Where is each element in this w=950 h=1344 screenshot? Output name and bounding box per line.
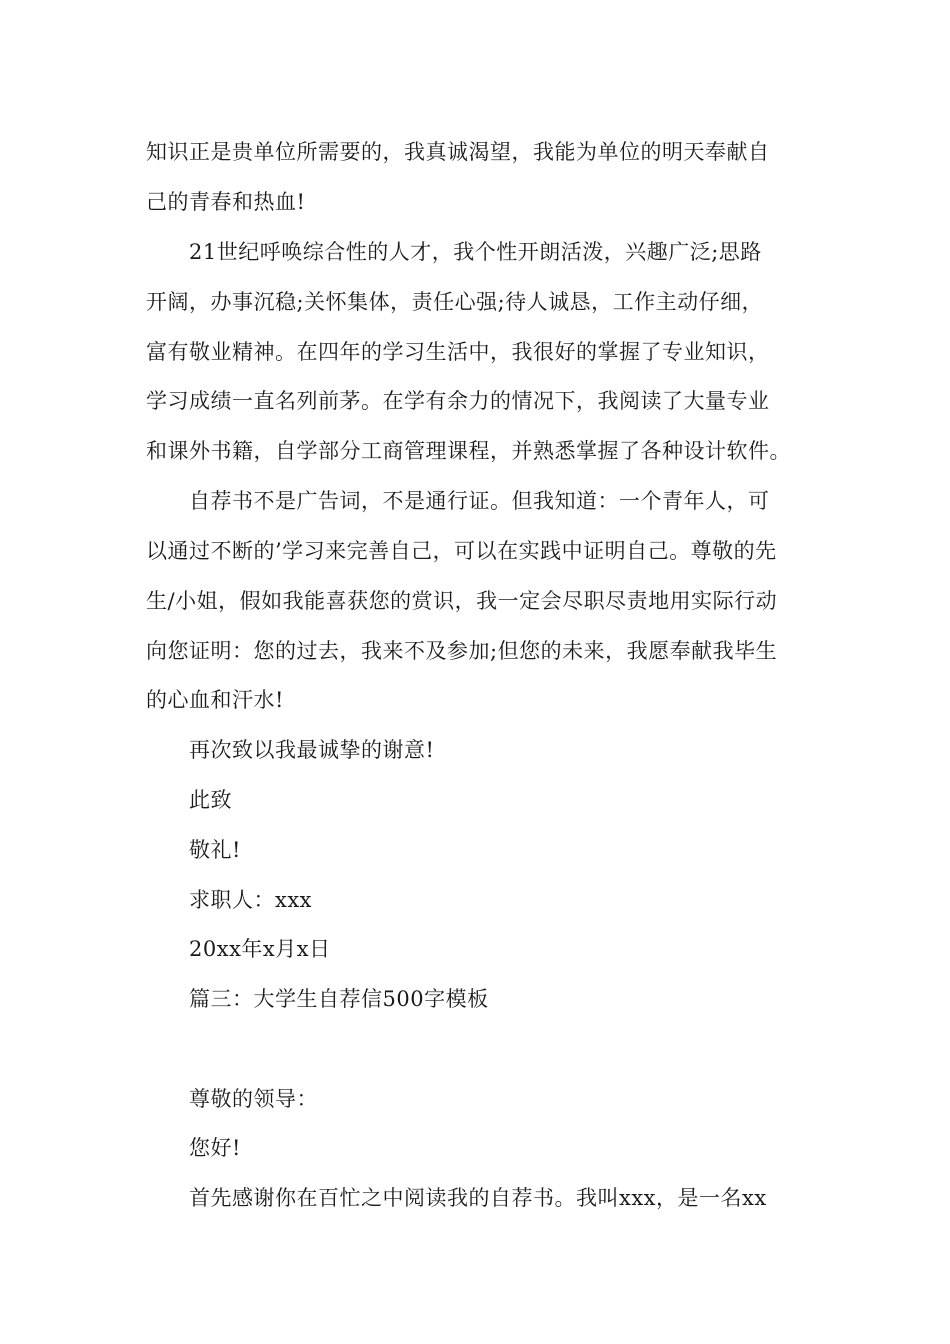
letter-greeting: 尊敬的领导：	[189, 1087, 318, 1111]
paragraph-line: 自荐书不是广告词，不是通行证。但我知道：一个青年人，可	[189, 489, 770, 513]
paragraph-line: 生/小姐，假如我能喜获您的赏识，我一定会尽职尽责地用实际行动	[146, 589, 778, 613]
applicant-name: 求职人：xxx	[189, 888, 313, 912]
paragraph-line: 以通过不断的’学习来完善自己，可以在实践中证明自己。尊敬的先	[146, 539, 777, 563]
paragraph-line: 开阔，办事沉稳;关怀集体，责任心强;待人诚恳，工作主动仔细，	[146, 290, 764, 314]
closing-salutation: 此致	[189, 788, 232, 812]
paragraph-line: 富有敬业精神。在四年的学习生活中，我很好的掌握了专业知识，	[146, 340, 770, 364]
paragraph-line: 向您证明：您的过去，我来不及参加;但您的未来，我愿奉献我毕生	[146, 639, 778, 663]
closing-thanks: 再次致以我最诚挚的谢意!	[189, 738, 435, 762]
letter-hello: 您好!	[189, 1136, 241, 1160]
section-heading: 篇三：大学生自荐信500字模板	[189, 987, 489, 1011]
paragraph-line: 学习成绩一直名列前茅。在学有余力的情况下，我阅读了大量专业	[146, 389, 770, 413]
paragraph-line: 己的青春和热血!	[146, 190, 306, 214]
paragraph-line: 首先感谢你在百忙之中阅读我的自荐书。我叫xxx，是一名xx	[189, 1186, 767, 1210]
paragraph-line: 的心血和汗水!	[146, 688, 284, 712]
letter-date: 20xx年x月x日	[189, 937, 331, 961]
paragraph-line: 知识正是贵单位所需要的，我真诚渴望，我能为单位的明天奉献自	[146, 140, 770, 164]
closing-regards: 敬礼!	[189, 838, 241, 862]
paragraph-line: 21世纪呼唤综合性的人才，我个性开朗活泼，兴趣广泛;思路	[189, 240, 762, 264]
paragraph-line: 和课外书籍，自学部分工商管理课程，并熟悉掌握了各种设计软件。	[146, 439, 791, 463]
